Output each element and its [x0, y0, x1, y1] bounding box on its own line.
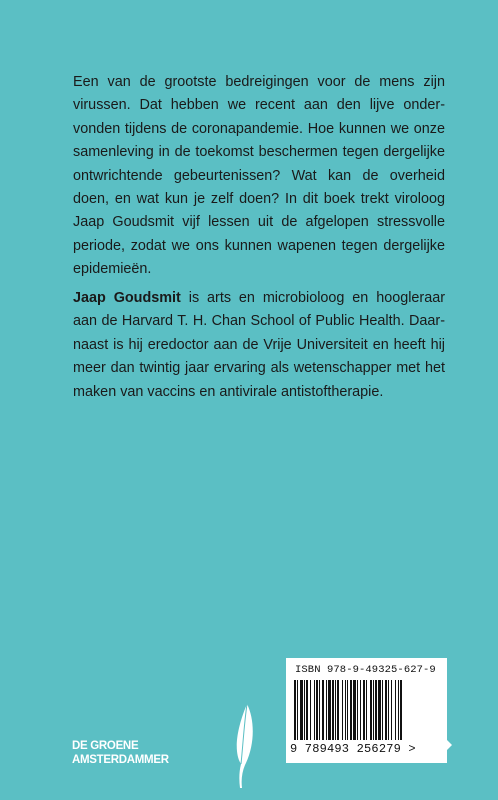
page-turn-arrow-icon	[430, 725, 456, 765]
author-name: Jaap Goudsmit	[73, 290, 181, 306]
barcode-bars	[294, 680, 440, 740]
author-bio-text: is arts en microbioloog en hoogleraar aan de Harvard T. H. Chan School of Public Health. Daarnaast is hij eredoctor aan de Vrije Universiteit en heeft hij meer dan twintig jaar ervaring als wetenschapper met het maken van vaccins en antivirale antistoftherapie.	[73, 290, 446, 400]
publisher-logo	[72, 739, 169, 767]
quill-feather-icon	[225, 700, 265, 790]
blurb-text: Een van de grootste bedreigingen voor de mens zijn virussen. Dat hebben we recent aan den lijve ondervonden tijdens de coronapandemie. Hoe kunnen we onze samenleving in de toekomst beschermen tegen dergelijke ontwrichtende gebeurtenissen? Wat kan de overheid doen, en wat kun je zelf doen? In dit boek trekt viroloog Jaap Goudsmit vijf lessen uit de afgelopen stressvolle periode, zodat we ons kunnen wapenen tegen dergelijke epidemieën.	[73, 74, 445, 278]
isbn-label: ISBN 978-9-49325-627-9	[295, 664, 436, 676]
author-bio-paragraph	[73, 287, 445, 404]
publisher-line2: AMSTERDAMMER	[72, 754, 169, 766]
publisher-line1: DE GROENE	[72, 740, 139, 752]
isbn-barcode	[286, 658, 447, 763]
ean-number: 9 789493 256279 >	[290, 742, 416, 756]
blurb-paragraph	[73, 71, 445, 282]
